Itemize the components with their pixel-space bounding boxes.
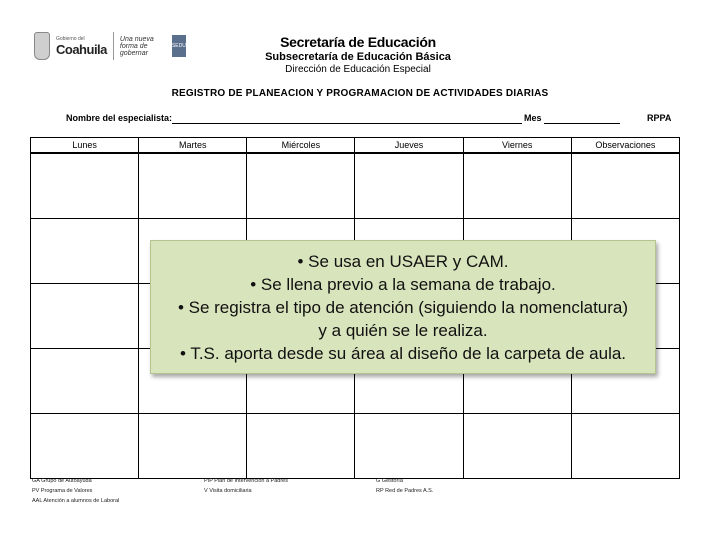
footnote-item: GA Grupo de Autoayuda [32,478,92,484]
callout-line: • T.S. aporta desde su área al diseño de la carpeta de aula. [179,343,627,363]
table-row [31,414,680,479]
grid-cell [463,414,571,479]
col-lunes: Lunes [31,138,139,154]
grid-cell [31,153,139,219]
footnotes-col2 [204,476,288,496]
meta-row [66,113,676,127]
header-direccion: Dirección de Educación Especial [285,64,431,75]
document-title: REGISTRO DE PLANEACION Y PROGRAMACION DE ACTIVIDADES DIARIAS [171,88,549,99]
coahuila-seal-icon [34,32,50,60]
month-line [544,123,620,124]
specialist-line [172,123,522,124]
col-observaciones: Observaciones [571,138,679,154]
grid-cell [355,153,463,219]
grid-cell [247,414,355,479]
footnote-item: V Visita domiciliaria [204,488,252,494]
callout-line: • Se usa en USAER y CAM. [297,251,509,271]
col-viernes: Viernes [463,138,571,154]
col-jueves: Jueves [355,138,463,154]
grid-header-row [31,138,680,154]
header-secretaria: Secretaría de Educación [280,34,436,50]
grid-cell [571,153,679,219]
header-subsecretaria: Subsecretaría de Educación Básica [265,51,451,63]
grid-cell [463,153,571,219]
grid-cell [31,414,139,479]
col-miercoles: Miércoles [247,138,355,154]
month-label: Mes [524,113,542,123]
grid-cell [31,219,139,284]
grid-cell [139,414,247,479]
col-martes: Martes [139,138,247,154]
grid-cell [247,153,355,219]
sedu-logo: SEDU [172,35,186,57]
notes-callout [150,240,656,374]
grid-cell [355,414,463,479]
footnote-item: G Gestoría [376,478,403,484]
footnotes-col1 [32,476,119,506]
specialist-label: Nombre del especialista: [66,113,173,123]
nueva-forma-logo: Una nueva forma de gobernar [119,35,154,57]
callout-line: y a quién se le realiza. [318,320,488,340]
callout-line: • Se registra el tipo de atención (siguiendo la nomenclatura) [177,297,629,317]
grid-cell [31,284,139,349]
coahuila-logo: Gobierno del Coahuila [56,35,107,57]
table-row [31,153,680,219]
footnote-item: AAL Atención a alumnos de Laboral [32,498,120,504]
footnote-item: PIP Plan de Intervención a Padres [204,478,288,484]
footnote-item: RP Red de Padres A.S. [376,488,434,494]
footnote-item: PV Programa de Valores [32,488,93,494]
grid-cell [571,414,679,479]
footnotes-col3 [376,476,433,496]
callout-line: • Se llena previo a la semana de trabajo. [250,274,556,294]
rppa-code: RPPA [647,113,672,123]
grid-cell [31,349,139,414]
grid-cell [139,153,247,219]
